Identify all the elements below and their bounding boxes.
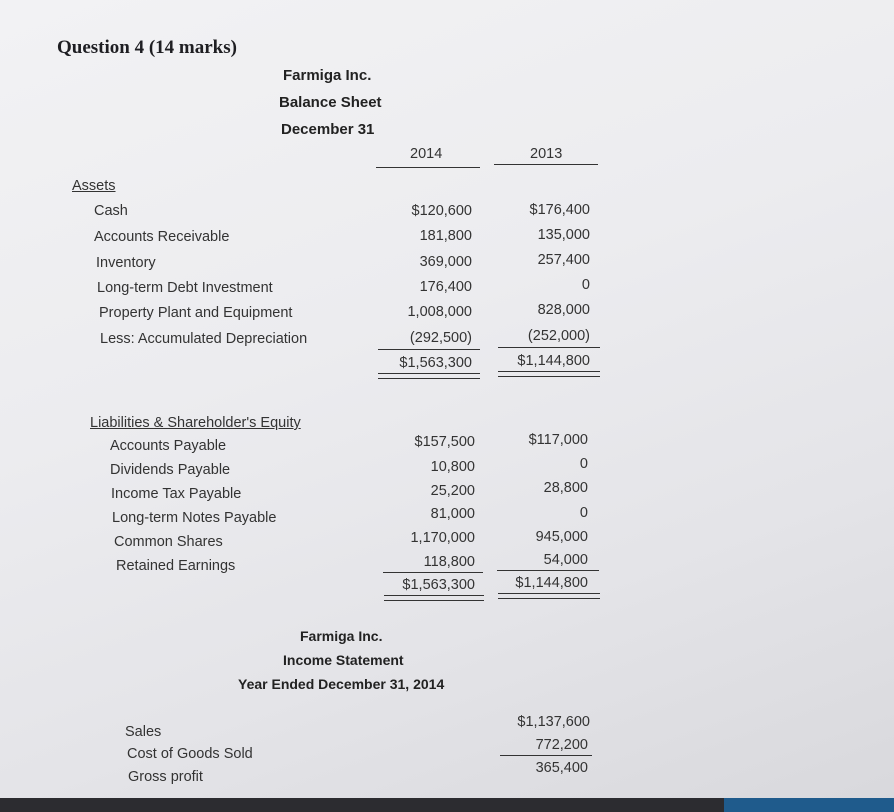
bs-company: Farmiga Inc. xyxy=(283,67,372,84)
liab-total-2014: $1,563,300 xyxy=(402,577,475,593)
is-row-value: 365,400 xyxy=(535,760,588,776)
asset-value-2013: 257,400 xyxy=(537,252,590,268)
asset-label: Accounts Receivable xyxy=(94,229,230,245)
liab-total-rule-2014 xyxy=(384,595,484,601)
liability-value-2013: 28,800 xyxy=(543,480,588,496)
liability-value-2014: 10,800 xyxy=(430,459,475,475)
assets-sum-rule-2014 xyxy=(378,349,480,350)
assets-total-rule-2014 xyxy=(378,373,480,379)
asset-label: Inventory xyxy=(96,255,156,271)
asset-value-2014: 176,400 xyxy=(419,279,472,295)
taskbar-accent xyxy=(724,798,894,812)
liabilities-heading: Liabilities & Shareholder's Equity xyxy=(90,415,301,431)
liability-value-2013: 945,000 xyxy=(535,529,588,545)
liability-value-2014: 81,000 xyxy=(430,506,475,522)
asset-value-2013: 828,000 xyxy=(537,302,590,318)
asset-label: Less: Accumulated Depreciation xyxy=(100,331,308,347)
asset-value-2014: (292,500) xyxy=(409,330,472,346)
is-cogs-rule xyxy=(500,755,592,756)
is-row-label: Sales xyxy=(125,724,162,740)
bs-date: December 31 xyxy=(281,121,375,138)
liability-value-2013: 0 xyxy=(579,505,588,521)
asset-value-2014: 181,800 xyxy=(419,228,472,244)
assets-total-2014: $1,563,300 xyxy=(399,355,472,371)
header-rule-2013 xyxy=(494,164,598,165)
asset-label: Cash xyxy=(94,203,128,219)
liability-label: Common Shares xyxy=(114,534,223,550)
liability-label: Accounts Payable xyxy=(110,438,227,454)
asset-label: Property Plant and Equipment xyxy=(99,305,293,321)
question-title: Question 4 (14 marks) xyxy=(57,37,237,58)
liability-label: Income Tax Payable xyxy=(111,486,242,502)
liability-value-2013: $117,000 xyxy=(528,432,588,448)
liability-value-2013: 54,000 xyxy=(543,552,588,568)
asset-value-2013: $176,400 xyxy=(529,202,590,218)
liab-total-rule-2013 xyxy=(498,593,600,599)
assets-total-2013: $1,144,800 xyxy=(517,353,590,369)
liability-value-2014: 118,800 xyxy=(423,554,475,570)
asset-value-2013: 0 xyxy=(581,277,590,293)
assets-total-rule-2013 xyxy=(498,371,600,377)
is-row-value: 772,200 xyxy=(535,737,588,753)
asset-value-2014: $120,600 xyxy=(411,203,472,219)
liability-label: Retained Earnings xyxy=(116,558,236,574)
liab-sum-rule-2014 xyxy=(383,572,483,573)
assets-sum-rule-2013 xyxy=(498,347,600,348)
liability-label: Long-term Notes Payable xyxy=(112,510,277,526)
is-row-value: $1,137,600 xyxy=(517,714,590,730)
liability-label: Dividends Payable xyxy=(110,462,231,478)
liab-sum-rule-2013 xyxy=(497,570,599,571)
liability-value-2013: 0 xyxy=(579,456,588,472)
col-header-2014: 2014 xyxy=(410,146,443,162)
is-company: Farmiga Inc. xyxy=(300,628,383,644)
liab-total-2013: $1,144,800 xyxy=(515,575,588,591)
liability-value-2014: $157,500 xyxy=(414,434,475,450)
bs-title: Balance Sheet xyxy=(279,94,382,111)
liability-value-2014: 1,170,000 xyxy=(410,530,475,546)
asset-label: Long-term Debt Investment xyxy=(97,280,273,296)
is-row-label: Gross profit xyxy=(128,769,203,785)
asset-value-2014: 369,000 xyxy=(419,254,472,270)
col-header-2013: 2013 xyxy=(530,146,563,162)
screen-bottom-bar xyxy=(0,798,894,812)
is-period: Year Ended December 31, 2014 xyxy=(238,676,445,692)
is-title: Income Statement xyxy=(283,652,404,668)
asset-value-2013: (252,000) xyxy=(527,328,590,344)
header-rule-2014 xyxy=(376,167,480,168)
liability-value-2014: 25,200 xyxy=(430,483,475,499)
asset-value-2014: 1,008,000 xyxy=(407,304,472,320)
asset-value-2013: 135,000 xyxy=(537,227,590,243)
assets-heading: Assets xyxy=(72,178,116,194)
is-row-label: Cost of Goods Sold xyxy=(127,746,253,762)
